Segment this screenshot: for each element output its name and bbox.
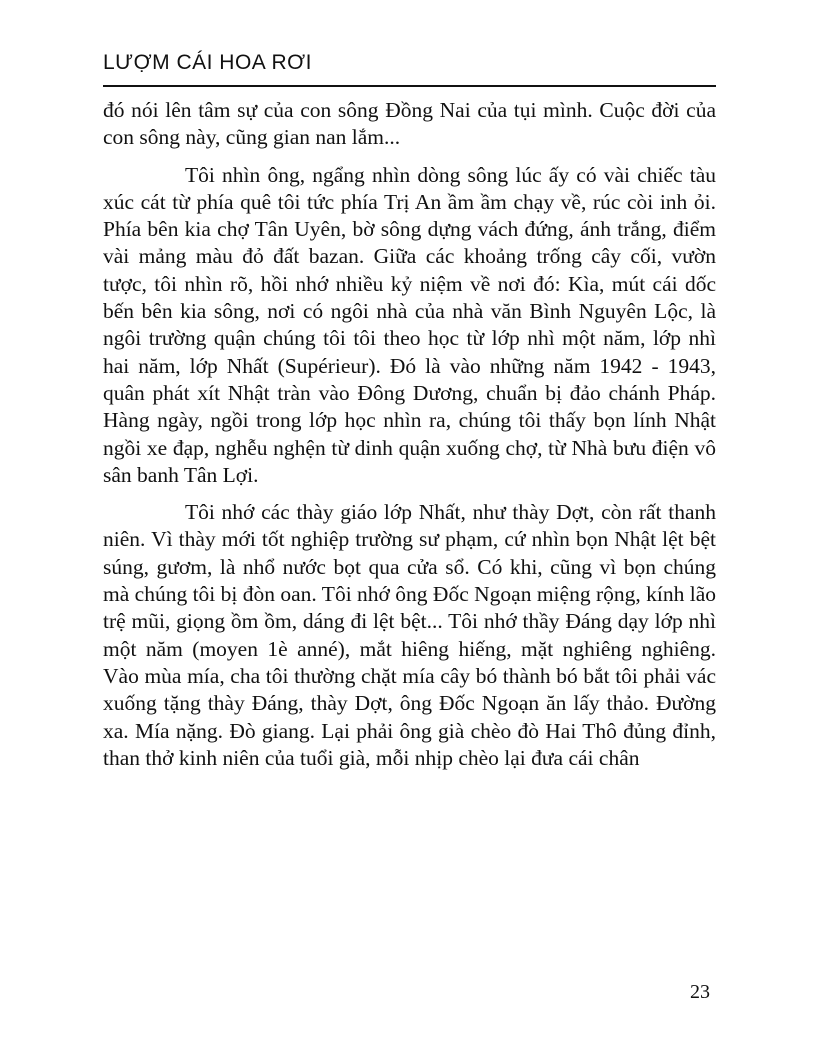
paragraph-continuation: đó nói lên tâm sự của con sông Đồng Nai của tụi mình. Cuộc đời của con sông này, cũng gian nan lắm... [103, 98, 716, 150]
page-number: 23 [690, 981, 710, 1003]
paragraph: Tôi nhớ các thày giáo lớp Nhất, như thày Dợt, còn rất thanh niên. Vì thày mới tốt nghiệp trường sư phạm, cứ nhìn bọn Nhật lệt bệt súng, gươm, là nhổ nước bọt qua cửa sổ. Có khi, cũng vì bọn chúng mà chúng tôi bị đòn oan. Tôi nhớ ông Đốc Ngoạn miệng rộng, kính lão trệ mũi, giọng ồm ồm, dáng đi lệt bệt... Tôi nhớ thầy Đáng dạy lớp nhì một năm (moyen 1è anné), mắt hiêng hiếng, mặt nghiêng nghiêng. Vào mùa mía, cha tôi thường chặt mía cây bó thành bó bắt tôi phải vác xuống tặng thày Đáng, thày Dợt, ông Đốc Ngoạn ăn lấy thảo. Đường xa. Mía nặng. Đò giang. Lại phải ông già chèo đò Hai Thô đủng đỉnh, than thở kinh niên của tuổi già, mỗi nhịp chèo lại đưa cái chân [103, 500, 716, 770]
running-head: LƯỢM CÁI HOA RƠI [103, 51, 312, 74]
body-text [103, 97, 716, 772]
paragraph: Tôi nhìn ông, ngẩng nhìn dòng sông lúc ấy có vài chiếc tàu xúc cát từ phía quê tôi tức phía Trị An ầm ầm chạy về, rúc còi inh ỏi. Phía bên kia chợ Tân Uyên, bờ sông dựng vách đứng, ánh trắng, điểm vài mảng màu đỏ đất bazan. Giữa các khoảng trống cây cối, vườn tược, tôi nhìn rõ, hồi nhớ nhiều kỷ niệm về nơi đó: Kìa, mút cái dốc bến bên kia sông, nơi có ngôi nhà của nhà văn Bình Nguyên Lộc, là ngôi trường quận chúng tôi tôi theo học từ lớp nhì một năm, lớp nhì hai năm, lớp Nhất (Supérieur). Đó là vào những năm 1942 - 1943, quân phát xít Nhật tràn vào Đông Dương, chuẩn bị đảo chánh Pháp. Hàng ngày, ngồi trong lớp học nhìn ra, chúng tôi thấy bọn lính Nhật ngồi xe đạp, nghễu nghện từ dinh quận xuống chợ, từ Nhà bưu điện vô sân banh Tân Lợi. [103, 162, 716, 487]
header-rule [103, 85, 716, 87]
